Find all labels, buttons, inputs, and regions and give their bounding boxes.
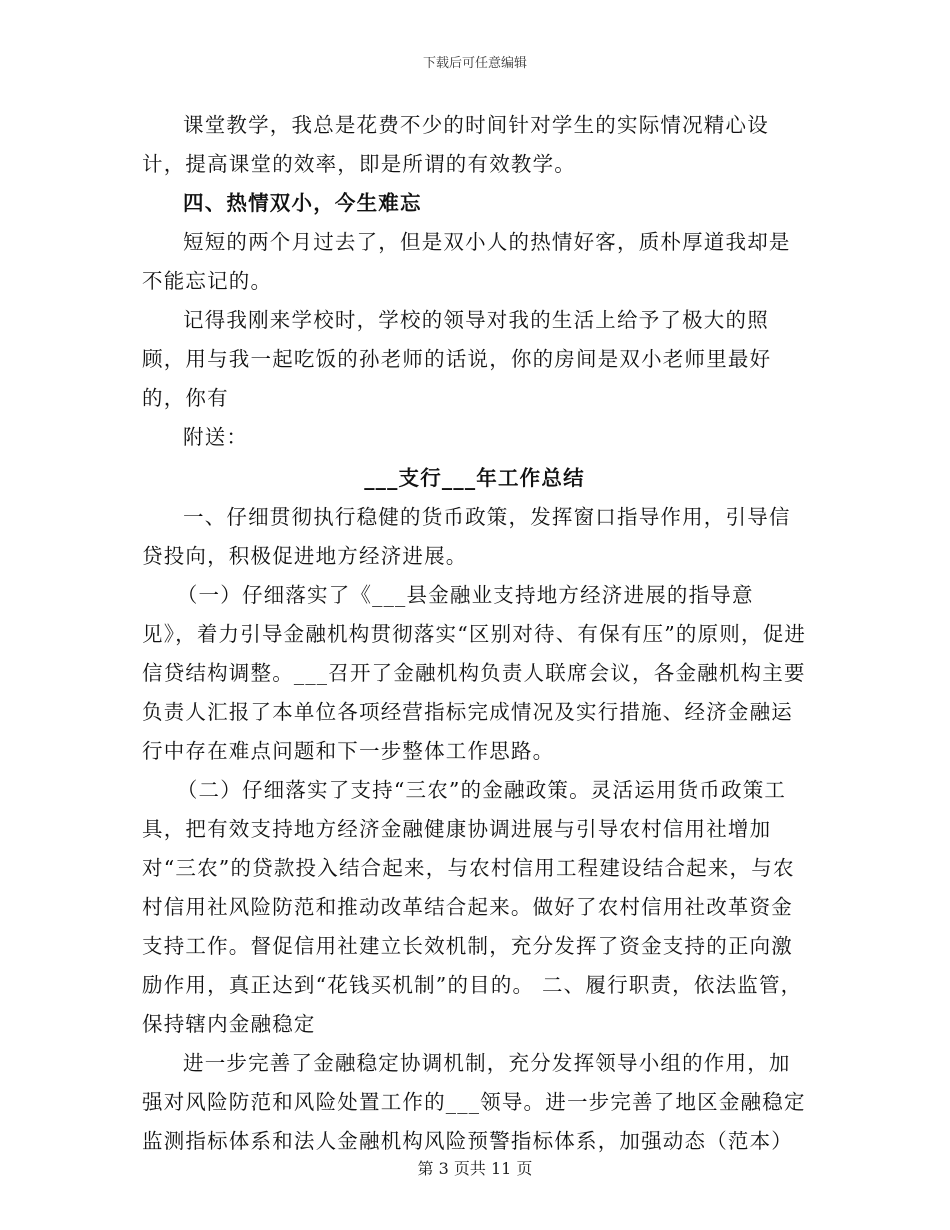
paragraph-attachment: 附送： xyxy=(183,425,249,449)
page-footer-number: 第 3 页共 11 页 xyxy=(417,1159,533,1178)
paragraph-remember: 记得我刚来学校时，学校的领导对我的生活上给予了极大的照顾，用与我一起吃饭的孙老师的话说，你的房间是双小老师里最好的，你有 xyxy=(142,308,772,410)
section-heading-4: 四、热情双小，今生难忘 xyxy=(183,191,422,215)
page-header-note: 下载后可任意编辑 xyxy=(422,56,527,71)
paragraph-financial-stability: 进一步完善了金融稳定协调机制，充分发挥领导小组的作用，加强对风险防范和风险处置工作的___领导。进一步完善了地区金融稳定监测指标体系和法人金融机构风险预警指标体系，加强动态（范本） xyxy=(142,1051,806,1153)
document-title: ___支行___年工作总结 xyxy=(364,466,585,490)
document-body xyxy=(142,106,807,1161)
paragraph-two-months: 短短的两个月过去了，但是双小人的热情好客，质朴厚道我却是不能忘记的。 xyxy=(142,230,791,293)
paragraph-classroom-teaching: 课堂教学，我总是花费不少的时间针对学生的实际情况精心设计，提高课堂的效率，即是所谓的有效教学。 xyxy=(142,113,769,176)
paragraph-item-1: （一）仔细落实了《___县金融业支持地方经济进展的指导意见》，着力引导金融机构贯彻落实“区别对待、有保有压”的原则，促进信贷结构调整。___召开了金融机构负责人联席会议，各金融机构主要负责人汇报了本单位各项经营指标完成情况及实行措施、经济金融运行中存在难点问题和下一步整体工作思路。 xyxy=(142,583,807,763)
paragraph-item-2: （二）仔细落实了支持“三农”的金融政策。灵活运用货币政策工具，把有效支持地方经济金融健康协调进展与引导农村信用社增加对“三农”的贷款投入结合起来，与农村信用工程建设结合起来，与农村信用社风险防范和推动改革结合起来。做好了农村信用社改革资金支持工作。督促信用社建立长效机制，充分发挥了资金支持的正向激励作用，真正达到“花钱买机制”的目的。 二、履行职责，依法监管，保持辖内金融稳定 xyxy=(142,778,803,1036)
paragraph-monetary-policy: 一、仔细贯彻执行稳健的货币政策，发挥窗口指导作用，引导信贷投向，积极促进地方经济进展。 xyxy=(142,505,791,568)
